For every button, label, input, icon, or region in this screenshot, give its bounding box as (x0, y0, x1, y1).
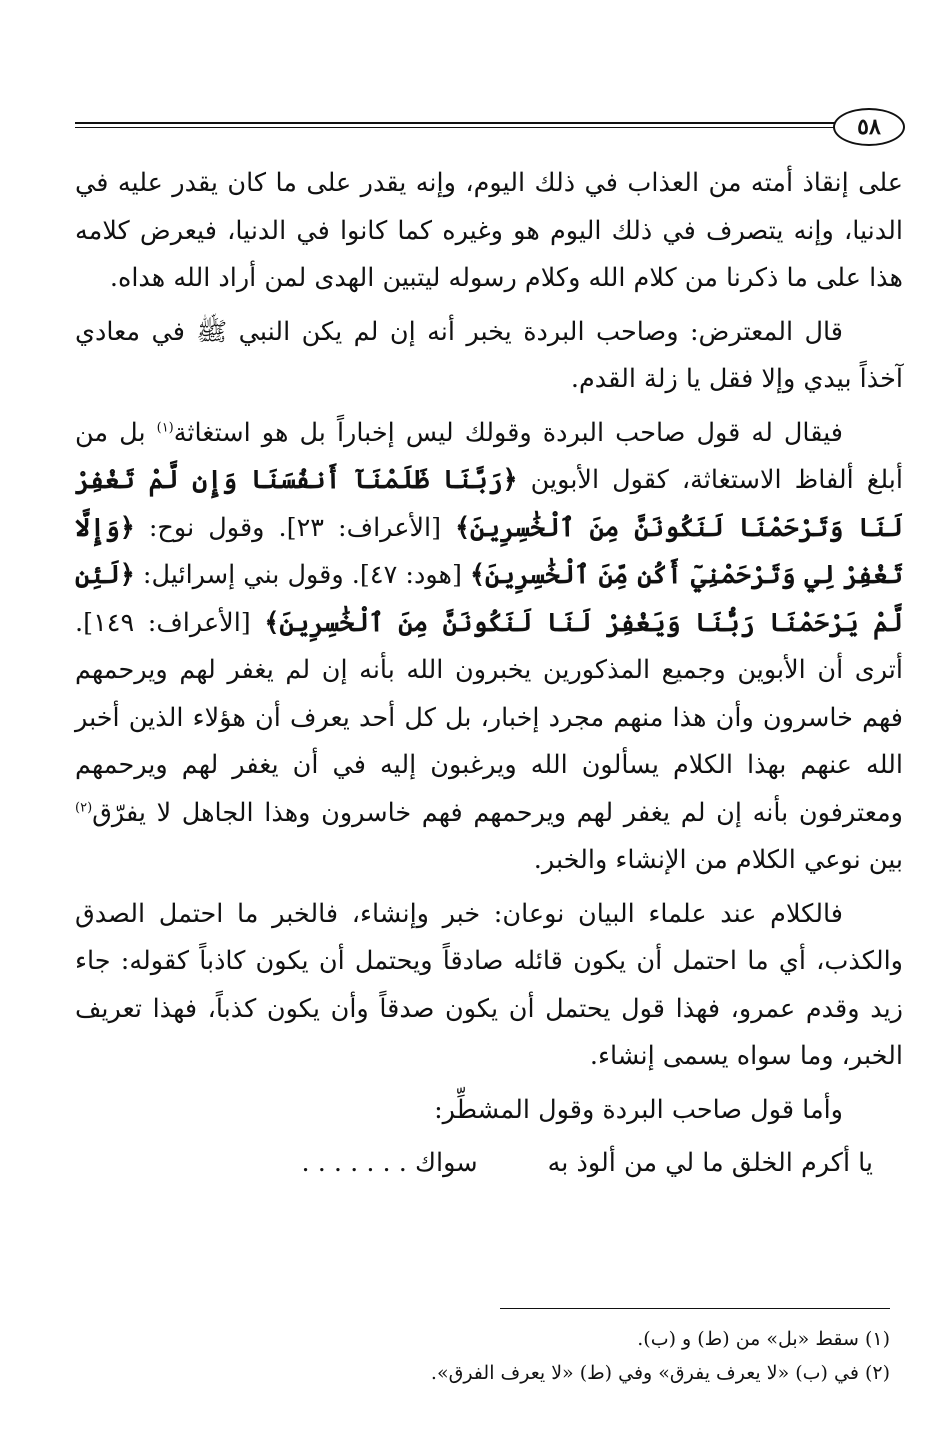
page-number: ٥٨ (833, 108, 905, 146)
header-rule (75, 122, 835, 124)
p3-ref-2: [هود: ٤٧]. وقول بني إسرائيل: (134, 560, 471, 590)
p3-ref-3: [الأعراف: ١٤٩]. أترى أن الأبوين وجميع المذكورين يخبرون الله بأنه إن لم يغفر لهم ويرحمهم فهم خاسرون وأن هذا منهم مجرد إخبار، بل كل أحد يعرف أن هؤلاء الذين أخبر الله عنهم بهذا الكلام يسألون الله ويرغبون إليه في أن يغفر لهم ويرحمهم ومعترفون بأنه إن لم يغفر لهم ويرحمهم فهم خاسرون وهذا الجاهل لا يفرّق (75, 607, 903, 828)
p3-ref-1: [الأعراف: ٢٣]. وقول نوح: (134, 512, 456, 543)
verse-first-hemistich: يا أكرم الخلق ما لي من ألوذ به (547, 1148, 873, 1178)
header-rule-thin (75, 127, 835, 128)
page-header (75, 108, 905, 158)
main-text (75, 160, 903, 1188)
quran-verse-3: ﴿لَئِن لَّمْ يَرْحَمْنَا رَبُّنَا وَيَغْفِرْ لَنَا لَنَكُونَنَّ مِنَ ٱلْخَٰسِرِينَ﴾ (75, 560, 903, 638)
verse-second-hemistich: سواك . . . . . . . (301, 1148, 478, 1178)
paragraph-5: وأما قول صاحب البردة وقول المشطِّر: (434, 1094, 843, 1125)
paragraph-2: قال المعترض: وصاحب البردة يخبر أنه إن لم يكن النبي ﷺ في معادي آخذاً بيدي وإلا فقل يا زلة القدم. (75, 316, 903, 394)
footnote-ref-2: (٢) (75, 800, 93, 815)
footnote-1: (١) سقط «بل» من (ط) و (ب). (637, 1328, 890, 1350)
p3-text-b: بل من أبلغ ألفاظ الاستغاثة، كقول الأبوين (75, 417, 903, 495)
footnotes (75, 1322, 890, 1390)
footnote-2: (٢) في (ب) «لا يعرف يفرق» وفي (ط) «لا يعرف الفرق». (430, 1362, 890, 1384)
quran-verse-1: ﴿رَبَّنَا ظَلَمْنَآ أَنفُسَنَا وَإِن لَّمْ تَغْفِرْ لَنَا وَتَرْحَمْنَا لَنَكُونَنَّ مِنَ ٱلْخَٰسِرِينَ﴾ (75, 465, 903, 543)
poetry-verse (75, 1140, 903, 1188)
paragraph-1: على إنقاذ أمته من العذاب في ذلك اليوم، وإنه يقدر على ما كان يقدر عليه في الدنيا، وإنه يتصرف في ذلك اليوم هو وغيره كما كانوا في الدنيا، فيعرض كلامه هذا على ما ذكرنا من كلام الله وكلام رسوله ليتبين الهدى لمن أراد الله هداه. (75, 168, 903, 293)
footnote-separator (500, 1308, 890, 1309)
paragraph-4: فالكلام عند علماء البيان نوعان: خبر وإنشاء، فالخبر ما احتمل الصدق والكذب، أي ما احتمل أن يكون قائله صادقاً ويحتمل أن يكون كاذباً كقوله: جاء زيد وقدم عمرو، فهذا قول يحتمل أن يكون صدقاً وأن يكون كذباً، فهذا تعريف الخبر، وما سواه يسمى إنشاء. (75, 898, 903, 1071)
footnote-ref-1: (١) (156, 420, 174, 435)
p3-text-c: بين نوعي الكلام من الإنشاء والخبر. (533, 845, 903, 875)
p3-text-a: فيقال له قول صاحب البردة وقولك ليس إخباراً بل هو استغاثة (173, 417, 843, 448)
quran-verse-2: ﴿وَإِلَّا تَغْفِرْ لِي وَتَرْحَمْنِيٓ أَكُن مِّنَ ٱلْخَٰسِرِينَ﴾ (75, 512, 903, 590)
paragraph-3 (75, 410, 903, 885)
